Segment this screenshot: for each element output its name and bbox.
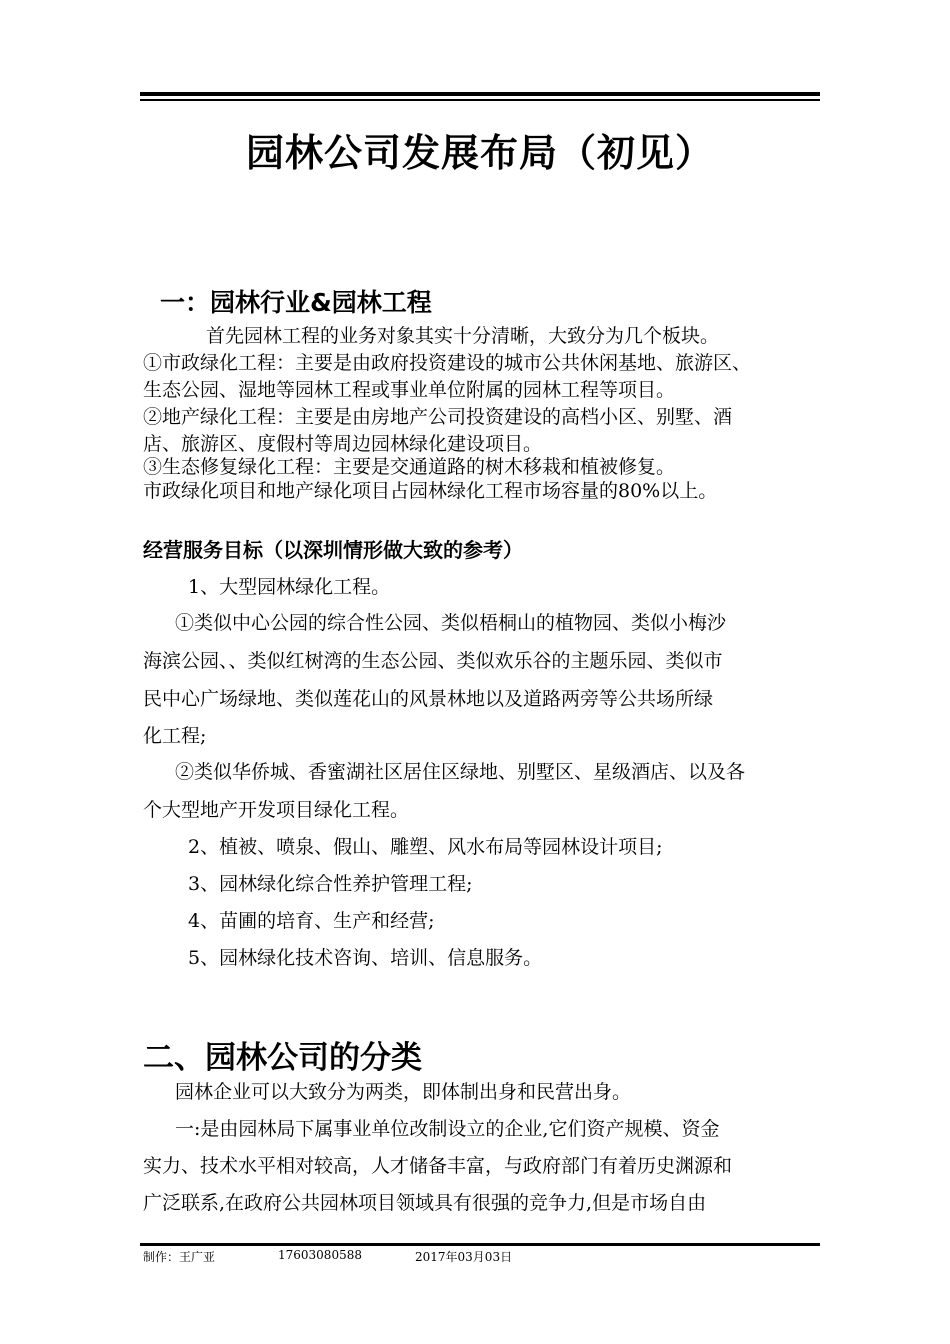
goals-line: 民中心广场绿地、类似莲花山的风景林地以及道路两旁等公共场所绿	[143, 688, 714, 710]
section2-heading: 二、园林公司的分类	[143, 1040, 422, 1076]
section2-line: 实力、技术水平相对较高，人才储备丰富，与政府部门有着历史渊源和	[143, 1155, 733, 1177]
goals-line: 海滨公园、、类似红树湾的生态公园、类似欢乐谷的主题乐园、类似市	[143, 650, 723, 672]
section1-line: ②地产绿化工程：主要是由房地产公司投资建设的高档小区、别墅、酒	[143, 406, 733, 428]
header-rule-thin	[140, 99, 820, 101]
section1-line: 生态公园、湿地等园林工程或事业单位附属的园林工程等项目。	[143, 379, 676, 401]
goals-line: 5、园林绿化技术咨询、培训、信息服务。	[188, 947, 543, 969]
document-title: 园林公司发展布局（初见）	[245, 131, 714, 175]
goals-line: 个大型地产开发项目绿化工程。	[143, 799, 410, 821]
section1-heading: 一：园林行业&园林工程	[160, 288, 432, 317]
section1-line: 市政绿化项目和地产绿化项目占园林绿化工程市场容量的80%以上。	[143, 480, 718, 502]
goals-line: 2、植被、喷泉、假山、雕塑、风水布局等园林设计项目;	[188, 836, 663, 858]
footer-author: 制作：王广亚	[143, 1250, 216, 1264]
header-rule-thick	[140, 92, 820, 96]
footer-rule	[140, 1243, 820, 1246]
section1-line: 店、旅游区、度假村等周边园林绿化建设项目。	[143, 433, 543, 455]
section2-line: 园林企业可以大致分为两类，即体制出身和民营出身。	[175, 1081, 632, 1103]
section1-line: 首先园林工程的业务对象其实十分清晰，大致分为几个板块。	[206, 325, 720, 347]
goals-line: 4、苗圃的培育、生产和经营;	[188, 910, 435, 932]
goals-line: 1、大型园林绿化工程。	[188, 576, 391, 598]
goals-line: ①类似中心公园的综合性公园、类似梧桐山的植物园、类似小梅沙	[175, 612, 727, 634]
goals-line: ②类似华侨城、香蜜湖社区居住区绿地、别墅区、星级酒店、以及各	[175, 761, 746, 783]
footer-date: 2017年03月03日	[415, 1250, 513, 1264]
section1-line: ①市政绿化工程：主要是由政府投资建设的城市公共休闲基地、旅游区、	[143, 352, 752, 374]
footer-phone: 17603080588	[278, 1248, 362, 1262]
goals-line: 化工程;	[143, 725, 207, 747]
section2-line: 广泛联系,在政府公共园林项目领域具有很强的竞争力,但是市场自由	[143, 1192, 707, 1214]
section2-line: 一:是由园林局下属事业单位改制设立的企业,它们资产规模、资金	[175, 1118, 720, 1140]
section1-line: ③生态修复绿化工程：主要是交通道路的树木移栽和植被修复。	[143, 456, 676, 478]
goals-line: 3、园林绿化综合性养护管理工程;	[188, 873, 473, 895]
goals-heading: 经营服务目标（以深圳情形做大致的参考）	[143, 538, 523, 562]
